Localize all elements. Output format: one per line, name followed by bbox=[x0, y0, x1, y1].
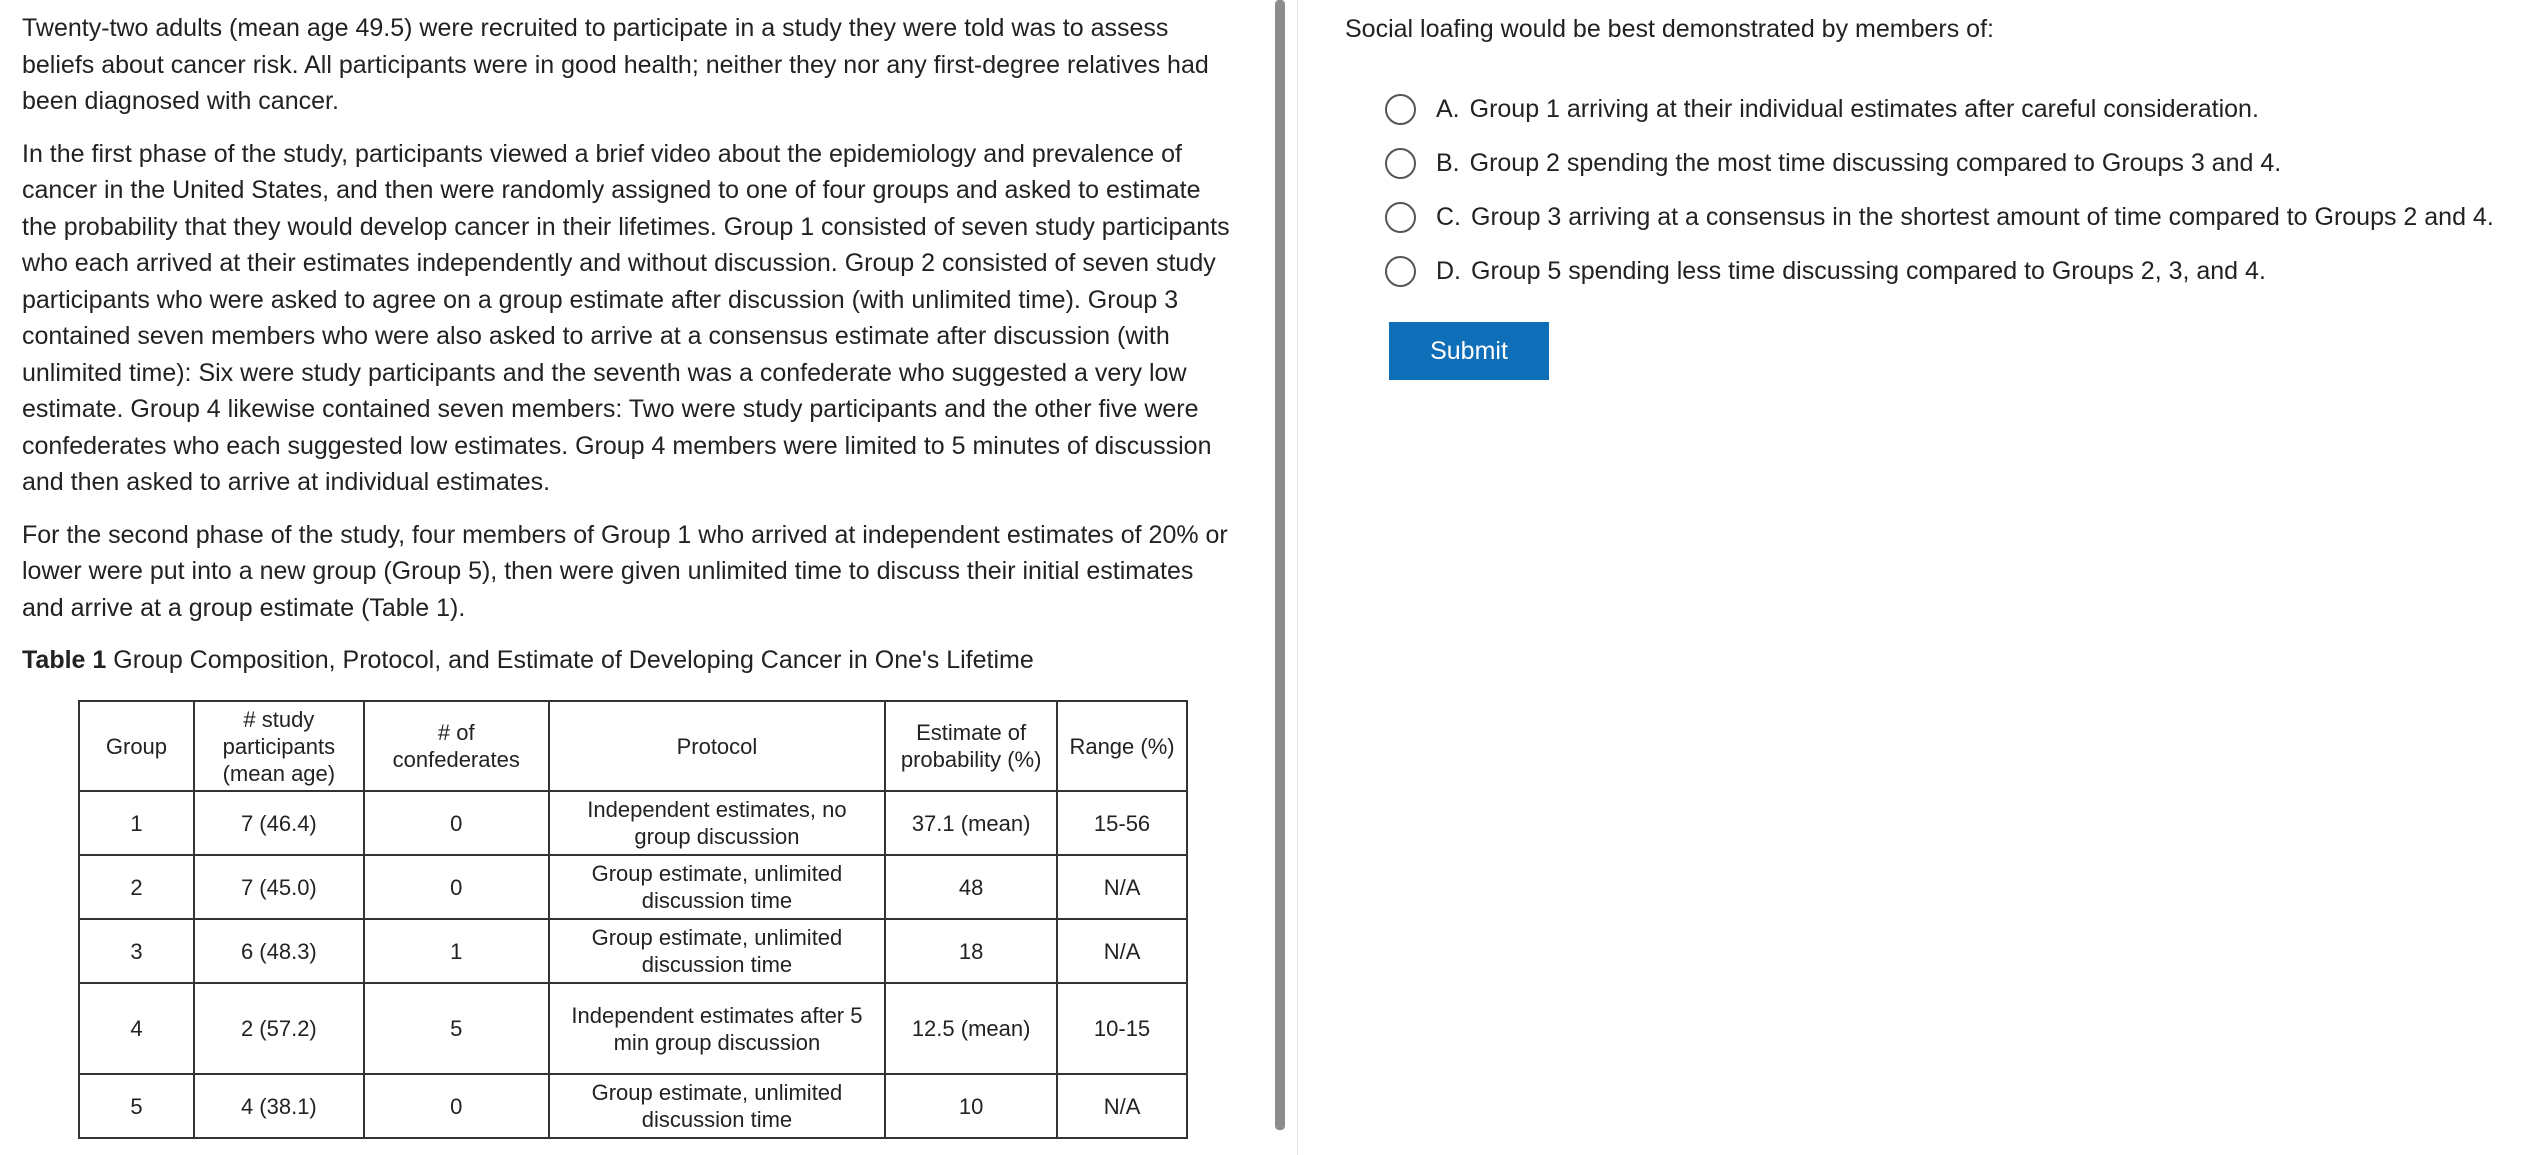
table-cell: 12.5 (mean) bbox=[885, 983, 1057, 1074]
table-cell: 7 (46.4) bbox=[194, 791, 364, 855]
table-cell: N/A bbox=[1057, 919, 1187, 983]
table-cell: 5 bbox=[364, 983, 549, 1074]
table-cell: 18 bbox=[885, 919, 1057, 983]
table-cell: Group estimate, unlimited discussion time bbox=[549, 855, 886, 919]
table-cell: 4 (38.1) bbox=[194, 1074, 364, 1138]
header-group: Group bbox=[79, 701, 194, 791]
option-a-letter: A. bbox=[1436, 94, 1460, 123]
table-cell: 3 bbox=[79, 919, 194, 983]
table-cell: N/A bbox=[1057, 1074, 1187, 1138]
option-d[interactable] bbox=[1385, 244, 2494, 298]
table-header-row bbox=[79, 701, 1187, 791]
table-cell: 4 bbox=[79, 983, 194, 1074]
radio-button-c[interactable] bbox=[1385, 202, 1416, 233]
table-cell: 5 bbox=[79, 1074, 194, 1138]
option-c-letter: C. bbox=[1436, 202, 1461, 231]
option-a[interactable] bbox=[1385, 82, 2494, 136]
option-c-text: Group 3 arriving at a consensus in the shortest amount of time compared to Groups 2 and 4. bbox=[1471, 202, 2494, 231]
table-cell: 0 bbox=[364, 1074, 549, 1138]
radio-button-b[interactable] bbox=[1385, 148, 1416, 179]
passage-paragraph-2: In the first phase of the study, participants viewed a brief video about the epidemiology and prevalence of cancer in the United States, and then were randomly assigned to one of four groups and asked to estimate the probability that they would develop cancer in their lifetimes. Group 1 consisted of seven study participants who each arrived at their estimates independently and without discussion. Group 2 consisted of seven study participants who were asked to agree on a group estimate after discussion (with unlimited time). Group 3 contained seven members who were also asked to arrive at a consensus estimate after discussion (with unlimited time): Six were study participants and the seventh was a confederate who suggested a very low estimate. Group 4 likewise contained seven members: Two were study participants and the other five were confederates who each suggested low estimates. Group 4 members were limited to 5 minutes of discussion and then asked to arrive at individual estimates. bbox=[22, 139, 1230, 496]
table-row bbox=[79, 791, 1187, 855]
submit-button[interactable]: Submit bbox=[1389, 322, 1549, 380]
table-cell: 0 bbox=[364, 855, 549, 919]
table-caption-label: Table 1 bbox=[22, 646, 107, 674]
table-cell: 6 (48.3) bbox=[194, 919, 364, 983]
radio-button-d[interactable] bbox=[1385, 256, 1416, 287]
answer-options bbox=[1385, 82, 2494, 298]
table-cell: 37.1 (mean) bbox=[885, 791, 1057, 855]
option-d-letter: D. bbox=[1436, 256, 1461, 285]
table-cell: Group estimate, unlimited discussion time bbox=[549, 919, 886, 983]
passage-paragraph-1: Twenty-two adults (mean age 49.5) were recruited to participate in a study they were told was to assess beliefs about cancer risk. All participants were in good health; neither they nor any first-degree relatives had been diagnosed with cancer. bbox=[22, 14, 1209, 115]
option-c[interactable] bbox=[1385, 190, 2494, 244]
header-participants: # study participants (mean age) bbox=[194, 701, 364, 791]
header-confederates: # of confederates bbox=[364, 701, 549, 791]
table-cell: 2 bbox=[79, 855, 194, 919]
option-b-text: Group 2 spending the most time discussing compared to Groups 3 and 4. bbox=[1469, 148, 2282, 177]
table-row bbox=[79, 919, 1187, 983]
option-d-text: Group 5 spending less time discussing compared to Groups 2, 3, and 4. bbox=[1471, 256, 2266, 285]
option-a-text: Group 1 arriving at their individual estimates after careful consideration. bbox=[1469, 94, 2259, 123]
header-protocol: Protocol bbox=[549, 701, 886, 791]
option-b[interactable] bbox=[1385, 136, 2494, 190]
radio-button-a[interactable] bbox=[1385, 94, 1416, 125]
table-caption bbox=[22, 642, 1253, 678]
group-composition-table bbox=[78, 700, 1188, 1139]
passage-paragraph-3: For the second phase of the study, four members of Group 1 who arrived at independent estimates of 20% or lower were put into a new group (Group 5), then were given unlimited time to discuss their initial estimates and arrive at a group estimate (Table 1). bbox=[22, 520, 1228, 622]
table-row bbox=[79, 855, 1187, 919]
table-cell: 48 bbox=[885, 855, 1057, 919]
table-cell: 0 bbox=[364, 791, 549, 855]
question-panel bbox=[1345, 0, 2535, 1155]
table-row bbox=[79, 1074, 1187, 1138]
table-cell: 7 (45.0) bbox=[194, 855, 364, 919]
table-cell: N/A bbox=[1057, 855, 1187, 919]
table-cell: 2 (57.2) bbox=[194, 983, 364, 1074]
table-cell: 10 bbox=[885, 1074, 1057, 1138]
panel-divider bbox=[1297, 0, 1298, 1155]
table-cell: Group estimate, unlimited discussion time bbox=[549, 1074, 886, 1138]
table-cell: 10-15 bbox=[1057, 983, 1187, 1074]
table-cell: 15-56 bbox=[1057, 791, 1187, 855]
panel-resize-handle[interactable] bbox=[1275, 0, 1285, 1130]
table-row bbox=[79, 983, 1187, 1074]
header-range: Range (%) bbox=[1057, 701, 1187, 791]
question-stem: Social loafing would be best demonstrated by members of: bbox=[1345, 15, 1994, 43]
header-estimate: Estimate of probability (%) bbox=[885, 701, 1057, 791]
table-cell: Independent estimates, no group discussion bbox=[549, 791, 886, 855]
option-b-letter: B. bbox=[1436, 148, 1460, 177]
table-caption-text: Group Composition, Protocol, and Estimate of Developing Cancer in One's Lifetime bbox=[106, 646, 1034, 674]
table-cell: Independent estimates after 5 min group discussion bbox=[549, 983, 886, 1074]
table-cell: 1 bbox=[364, 919, 549, 983]
table-cell: 1 bbox=[79, 791, 194, 855]
